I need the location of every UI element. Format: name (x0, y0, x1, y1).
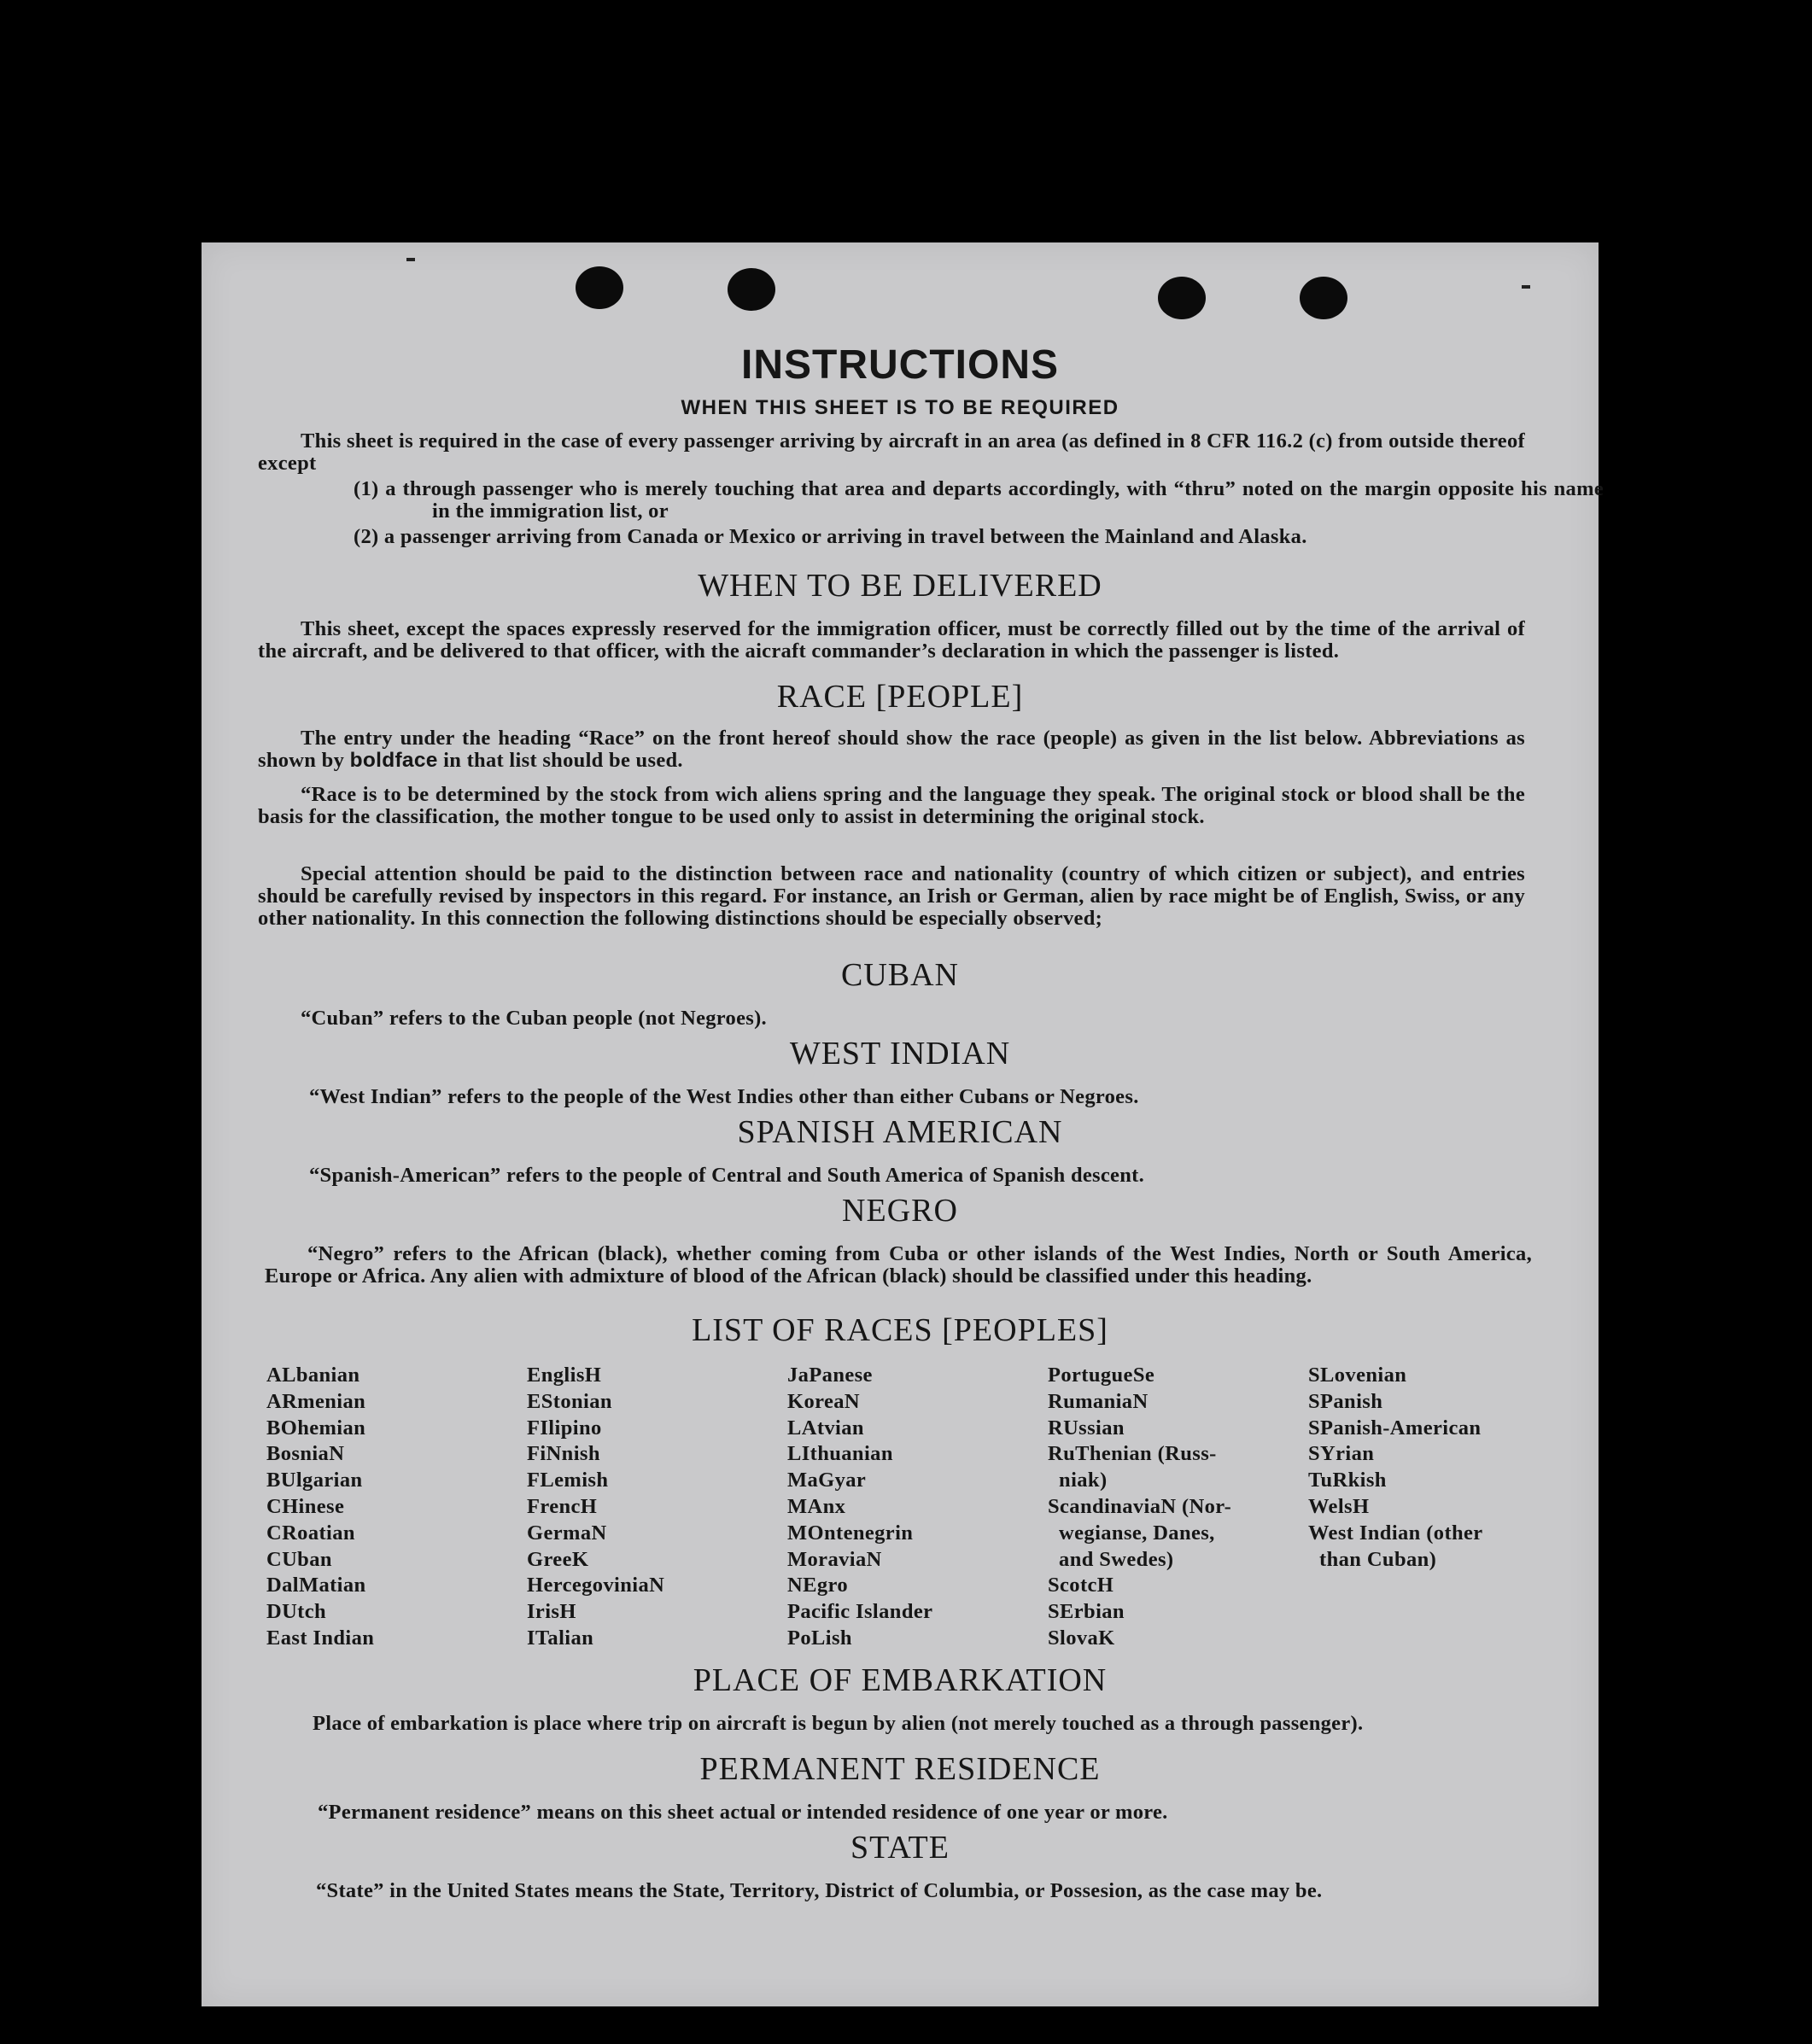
race-item: ITalian (527, 1626, 594, 1650)
race-item: GreeK (527, 1547, 589, 1571)
race-item: CRoatian (266, 1521, 355, 1545)
race-item: TuRkish (1308, 1469, 1387, 1492)
west-indian-paragraph: “West Indian” refers to the people of the West Indies other than either Cubans or Negroes. (309, 1085, 1139, 1108)
intro-item-2: (2) a passenger arriving from Canada or Mexico or arriving in travel between the Mainland and Alaska. (354, 525, 1307, 548)
spanish-american-paragraph: “Spanish-American” refers to the people of Central and South America of Spanish descent. (309, 1164, 1145, 1187)
race-item: and Swedes) (1048, 1547, 1174, 1571)
section-heading-residence: PERMANENT RESIDENCE (699, 1751, 1101, 1787)
race-paragraph-1-end: in that list should be used. (437, 749, 683, 772)
intro-paragraph: This sheet is required in the case of every passenger arriving by aircraft in an area (as defined in 8 CFR 116.2 (c) from outside thereof except (258, 429, 1525, 475)
race-item: SLovenian (1308, 1364, 1407, 1387)
race-item: SYrian (1308, 1442, 1375, 1466)
race-item: MAnx (787, 1494, 846, 1518)
page-title: INSTRUCTIONS (741, 342, 1059, 388)
race-item: BUlgarian (266, 1469, 363, 1492)
race-item: CHinese (266, 1494, 345, 1518)
race-item: East Indian (266, 1626, 375, 1650)
race-item: than Cuban) (1308, 1547, 1437, 1571)
race-item: DalMatian (266, 1574, 366, 1597)
race-column (266, 1363, 527, 1652)
race-paragraph-3: Special attention should be paid to the distinction between race and nationality (country of which citizen or subject), and entries should be carefully revised by inspectors in this regard. For instance, an Irish or German, alien by race might be of English, Swiss, or any other nationality. In this connection the following distinctions should be especially observed; (258, 862, 1525, 930)
instructions-content (202, 242, 1604, 2006)
race-item: HercegoviniaN (527, 1574, 665, 1597)
race-item: MaGyar (787, 1469, 867, 1492)
race-paragraph-2: “Race is to be determined by the stock from wich aliens spring and the language they speak. The original stock or blood shall be the basis for the classification, the mother tongue to be used only to assist in determining the original stock. (258, 783, 1525, 828)
race-item: ALbanian (266, 1364, 360, 1387)
race-column (1048, 1363, 1308, 1652)
race-item: FLemish (527, 1469, 609, 1492)
residence-paragraph: “Permanent residence” means on this sheet actual or intended residence of one year or more. (318, 1801, 1168, 1824)
delivered-paragraph: This sheet, except the spaces expressly reserved for the immigration officer, must be correctly filled out by the time of the arrival of the aircraft, and be delivered to that officer, with the aicraft commander’s declaration in which the passenger is listed. (258, 617, 1525, 663)
cuban-paragraph: “Cuban” refers to the Cuban people (not Negroes). (301, 1007, 767, 1030)
section-heading-embarkation: PLACE OF EMBARKATION (693, 1662, 1108, 1698)
race-item: EStonian (527, 1389, 612, 1413)
section-heading-race: RACE [PEOPLE] (776, 679, 1024, 715)
state-paragraph: “State” in the United States means the State, Territory, District of Columbia, or Possesion, as the case may be. (316, 1879, 1323, 1902)
race-item: MoraviaN (787, 1547, 882, 1571)
race-item: RuThenian (Russ- (1048, 1442, 1217, 1466)
race-item: ScandinaviaN (Nor- (1048, 1494, 1232, 1518)
race-item: wegianse, Danes, (1048, 1521, 1215, 1545)
embarkation-paragraph: Place of embarkation is place where trip on aircraft is begun by alien (not merely touched as a through passenger). (313, 1712, 1364, 1735)
race-item: CUban (266, 1547, 332, 1571)
section-heading-delivered: WHEN TO BE DELIVERED (698, 568, 1102, 604)
race-item: NEgro (787, 1574, 848, 1597)
race-item: LAtvian (787, 1416, 864, 1440)
section-heading-cuban: CUBAN (840, 957, 960, 993)
race-item: Pacific Islander (787, 1600, 933, 1624)
race-item: DUtch (266, 1600, 327, 1624)
race-column (787, 1363, 1048, 1652)
race-item: ScotcH (1048, 1574, 1114, 1597)
race-item: PoLish (787, 1626, 852, 1650)
race-item: SPanish (1308, 1389, 1383, 1413)
race-paragraph-1-start: The entry under the heading “Race” on the front hereof should show the race (people) as given in the list below. Abbreviations as shown by (258, 727, 1525, 772)
race-item: LIthuanian (787, 1442, 893, 1466)
race-column (527, 1363, 787, 1652)
race-item: KoreaN (787, 1389, 860, 1413)
race-item: ARmenian (266, 1389, 366, 1413)
race-paragraph-1 (258, 727, 1525, 772)
race-item: BosniaN (266, 1442, 345, 1466)
race-item: FiNnish (527, 1442, 600, 1466)
boldface-word: boldface (349, 749, 438, 772)
race-item: West Indian (other (1308, 1521, 1483, 1545)
race-item: RumaniaN (1048, 1389, 1149, 1413)
negro-paragraph: “Negro” refers to the African (black), whether coming from Cuba or other islands of the West Indies, North or South America, Europe or Africa. Any alien with admixture of blood of the African (black) should be classified under this heading. (265, 1242, 1532, 1288)
race-column (1308, 1363, 1569, 1652)
race-item: MOntenegrin (787, 1521, 914, 1545)
race-item: GermaN (527, 1521, 607, 1545)
intro-item-1: (1) a through passenger who is merely touching that area and departs accordingly, with “thru” noted on the margin opposite his name in the immigration list, or (354, 477, 1604, 523)
document-sheet (202, 242, 1604, 2006)
race-item: PortugueSe (1048, 1364, 1155, 1387)
section-heading-spanish-american: SPANISH AMERICAN (737, 1114, 1063, 1150)
race-item: IrisH (527, 1600, 576, 1624)
race-item: JaPanese (787, 1364, 873, 1387)
race-list (266, 1363, 1581, 1652)
race-item: WelsH (1308, 1494, 1370, 1518)
race-item: RUssian (1048, 1416, 1125, 1440)
race-item: FrencH (527, 1494, 598, 1518)
race-item: EnglisH (527, 1364, 602, 1387)
race-item: BOhemian (266, 1416, 366, 1440)
race-item: niak) (1048, 1469, 1108, 1492)
race-item: SErbian (1048, 1600, 1125, 1624)
race-item: SPanish-American (1308, 1416, 1482, 1440)
section-heading-state: STATE (850, 1830, 950, 1866)
race-item: SlovaK (1048, 1626, 1115, 1650)
section-heading-west-indian: WEST INDIAN (789, 1036, 1011, 1072)
section-heading-negro: NEGRO (842, 1193, 958, 1229)
section-heading-list: LIST OF RACES [PEOPLES] (692, 1312, 1108, 1348)
race-item: FIlipino (527, 1416, 602, 1440)
page-subtitle: WHEN THIS SHEET IS TO BE REQUIRED (681, 396, 1119, 419)
